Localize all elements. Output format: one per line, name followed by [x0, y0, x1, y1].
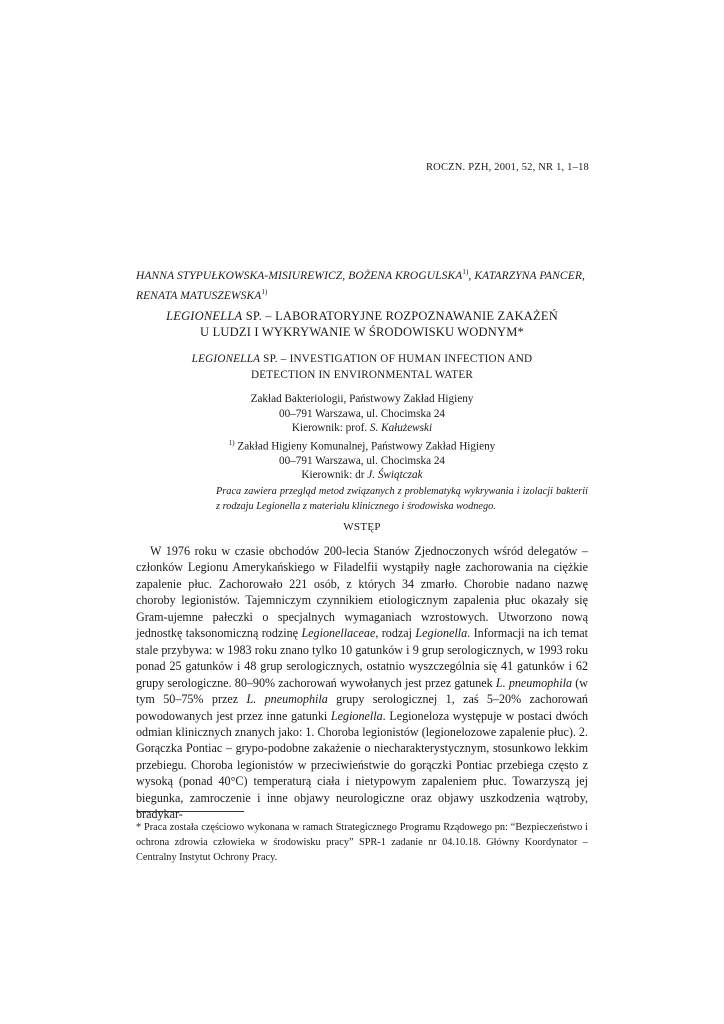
body-italic: Legionella: [415, 626, 468, 641]
body-text: grupy serologicznej 1, zaś 5–20% zachorowań powodowanych jest przez inne gatunki: [136, 692, 588, 723]
affiliation-marker: 1): [462, 268, 469, 276]
footnote: * Praca została częściowo wykonana w ramach Strategicznego Programu Rządowego pn: “Bezpieczeństwo i ochrona zdrowia człowieka w środowisku pracy” SPR-1 zadanie nr 04.10.18. Główny Koordynator – Centralny Instytut Ochrony Pracy.: [136, 822, 588, 863]
affiliation-institute-2: [136, 436, 588, 454]
institute-name: Zakład Higieny Komunalnej, Państwowy Zakład Higieny: [234, 440, 496, 453]
journal-citation: ROCZN. PZH, 2001, 52, NR 1, 1–18: [425, 162, 589, 173]
abstract: Praca zawiera przegląd metod związanych z problematyką wykrywania i izolacji bakterii z rodzaju Legionella z materiału klinicznego i środowiska wodnego.: [216, 486, 588, 512]
authors-part-2: , KATARZYNA PANCER, RENATA MATUSZEWSKA: [136, 269, 585, 302]
affiliation-head-2: [136, 468, 588, 483]
title-genus: LEGIONELLA: [191, 353, 261, 365]
author-list: [136, 264, 588, 304]
paper-title-english: [136, 351, 588, 383]
body-text: . Informacji na ich temat stale przybywa: w 1983 roku znano tylko 10 gatunków i 9 grup serologicznych, w 1993 roku ponad 25 gatunków i 48 grup serologicznych, ostatnio wyszczególnia się 41 gatunków i 62 grupy serologiczne. 80–90% zachorowań wywołanych jest przez gatunek: [136, 626, 588, 690]
footnote-rule: [136, 811, 244, 812]
paper-title-polish: [136, 308, 588, 340]
body-italic: L. pneumophila: [495, 675, 572, 690]
head-prefix: Kierownik: dr: [301, 469, 368, 482]
body-text: (w tym 50–75% przez: [136, 675, 588, 707]
body-text: , rodzaj: [375, 626, 416, 641]
affiliations: [136, 392, 588, 483]
section-heading: WSTĘP: [343, 521, 381, 533]
body-paragraph: [136, 543, 588, 823]
affiliation-institute-1: Zakład Bakteriologii, Państwowy Zakład Higieny: [250, 393, 474, 405]
title-line-2: U LUDZI I WYKRYWANIE W ŚRODOWISKU WODNYM*: [200, 325, 524, 339]
body-italic: L. pneumophila: [246, 692, 328, 707]
body-text: W 1976 roku w czasie obchodów 200-lecia Stanów Zjednoczonych wśród delegatów – członków Legionu Amerykańskiego w Filadelfii wystąpiły nagłe zachorowania na ciężkie zapalenie płuc. Zachorowało 221 osób, z których 34 zmarło. Chorobie nadano nazwę choroby legionistów. Tajemniczym czynnikiem etiologicznym zapalenia płuc okazały się Gram-ujemne pałeczki o specjalnych wymaganiach wzrostowych. Utworzono nową jednostkę taksonomiczną rodzinę: [136, 544, 588, 641]
affiliation-head-1: [136, 421, 588, 436]
body-italic: Legionellaceae: [301, 626, 376, 641]
authors-part-1: HANNA STYPUŁKOWSKA-MISIUREWICZ, BOŻENA KROGULSKA: [136, 269, 463, 282]
affiliation-address-1: 00–791 Warszawa, ul. Chocimska 24: [278, 407, 446, 420]
title-genus: LEGIONELLA: [166, 309, 243, 323]
affiliation-marker: 1): [228, 438, 235, 447]
head-name: S. Kałużewski: [369, 422, 433, 434]
title-line-1: SP. – LABORATORYJNE ROZPOZNAWANIE ZAKAŻEŃ: [242, 309, 558, 323]
head-prefix: Kierownik: prof.: [291, 422, 370, 434]
affiliation-marker: 1): [261, 287, 268, 296]
body-italic: Legionella: [330, 708, 383, 723]
title-line-2: DETECTION IN ENVIRONMENTAL WATER: [250, 369, 474, 381]
head-name: J. Świątczak: [367, 469, 423, 482]
body-text: . Legioneloza występuje w postaci dwóch odmian klinicznych znanych jako: 1. Choroba legionistów (legionelozowe zapalenie płuc). 2. Gorączka Pontiac – grypo-podobne zakażenie o niecharakterystycznym, stosunkowo lekkim przebiegu. Choroba legionistów w przeciwieństwie do gorączki Pontiac przebiega często z wysoką (ponad 40°C) temperaturą ciała i nietypowym zapaleniem płuc. Towarzyszą jej biegunka, zamroczenie i inne objawy neurologiczne oraz objawy uszkodzenia wątroby, bradykar-: [136, 708, 588, 822]
affiliation-address-2: 00–791 Warszawa, ul. Chocimska 24: [278, 454, 446, 467]
title-line-1: SP. – INVESTIGATION OF HUMAN INFECTION AND: [260, 353, 533, 365]
